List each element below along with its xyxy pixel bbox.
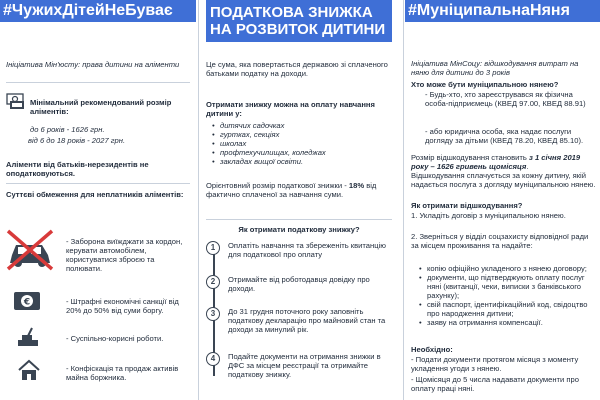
nanny-how-title: Як отримати відшкодування? (411, 201, 523, 210)
alimony-intro: Ініціатива Мін'юсту: права дитини на аліменти (6, 60, 180, 69)
cash-icon (6, 92, 26, 110)
nanny-amount: Розмір відшкодування становить з 1 січня 2019 року – 1626 гривень щомісяця. (411, 153, 581, 171)
house-icon (16, 358, 42, 382)
rate-6-to-18: від 6 до 18 років - 2027 грн. (28, 136, 126, 145)
eligible-institutions-list (212, 121, 392, 166)
column-nanny (405, 0, 600, 400)
euro-coin-icon (12, 290, 42, 314)
nanny-document-item: • свій паспорт, ідентифікаційний код, свідоцтво про народження дитини; (419, 300, 597, 318)
eligible-institution-item: • профтехучилищах, коледжах (212, 148, 392, 157)
nanny-how-step1: 1. Укладіть договір з муніципальною нянею. (411, 211, 566, 220)
step-number-icon: 3 (206, 307, 220, 321)
nanny-needed-title: Необхідно: (411, 345, 453, 354)
restriction-fines: - Штрафні економічні санкції від 20% до 50% від суми боргу. (66, 297, 179, 315)
step-text: Подайте документи на отримання знижки в ДФС за місцем реєстрації та отримайте податкову знижку. (228, 352, 381, 379)
tax-how-title: Як отримати податкову знижку? (238, 225, 360, 234)
eligible-institution-item: • дитячих садочках (212, 121, 392, 130)
svg-text:€: € (23, 297, 31, 308)
nanny-document-item: • заяву на отримання компенсації. (419, 318, 597, 327)
tax-intro: Це сума, яка повертається державою зі сплаченого батьками податку на доходи. (206, 60, 388, 78)
alimony-header: #ЧужихДітейНеБуває (0, 0, 196, 22)
divider (6, 183, 190, 184)
nonresident-note: Аліменти від батьків-нерезидентів не оподатковуються. (6, 160, 149, 178)
divider (6, 82, 190, 83)
step-text: До 31 грудня поточного року заповніть податкову декларацію про майновий стан та доходи за минулий рік. (228, 307, 386, 334)
nanny-how-step2: 2. Зверніться у відділ соцзахисту відповідної ради за місцем проживання та надайте: (411, 232, 589, 250)
step-number-icon: 4 (206, 352, 220, 366)
nanny-document-item: • документи, що підтверджують оплату послуг няні (квитанції, чеки, виписки з банківського рахунку); (419, 273, 597, 300)
step-number-icon: 2 (206, 275, 220, 289)
step-number-icon: 1 (206, 241, 220, 255)
tax-amount: Орієнтовний розмір податкової знижки - 18% від фактично сплаченої за навчання суми. (206, 181, 377, 199)
restriction-travel: - Заборона виїжджати за кордон, керувати автомобілем, користуватися зброєю та полювати. (66, 237, 183, 273)
nanny-intro: Ініціатива МінСоцу: відшкодування витрат на няню для дитини до 3 років (411, 59, 579, 77)
min-amount-title: Мінімальний рекомендований розмір аліментів: (30, 98, 172, 116)
eligible-institution-item: • закладах вищої освіти. (212, 157, 392, 166)
rate-under-6: до 6 років - 1626 грн. (30, 125, 105, 134)
shovel-icon (14, 326, 42, 348)
divider (206, 219, 392, 220)
nanny-who-title: Хто може бути муніципальною нянею? (411, 80, 559, 89)
step-text: Оплатіть навчання та збереженіть квитанцію для податкової про оплату (228, 241, 386, 259)
nanny-amount-note: Відшкодування сплачується за кожну дитину, якій надається послуга з догляду муніципальною нянею. (411, 171, 596, 189)
crossed-car-icon (4, 225, 56, 271)
nanny-document-item: • копію офіційно укладеного з нянею договору; (419, 264, 597, 273)
column-alimony (0, 0, 196, 400)
nanny-needed-1: - Подати документи протягом місяця з моменту укладення угоди з нянею. (411, 355, 579, 373)
eligible-institution-item: • школах (212, 139, 392, 148)
restriction-community-work: - Суспільно-корисні роботи. (66, 334, 164, 343)
nanny-needed-2: - Щомісяця до 5 числа надавати документи про оплату праці няні. (411, 375, 579, 393)
column-divider (198, 0, 199, 400)
column-tax-discount (200, 0, 400, 400)
nanny-header: #МуніципальнаНяня (405, 0, 600, 22)
nanny-documents-list (419, 264, 597, 327)
column-divider (403, 0, 404, 400)
tax-header: ПОДАТКОВА ЗНИЖКА НА РОЗВИТОК ДИТИНИ (206, 0, 392, 42)
eligible-institution-item: • гуртках, секціях (212, 130, 392, 139)
tax-eligible-title: Отримати знижку можна на оплату навчання дитини у: (206, 100, 375, 118)
nanny-who-entrepreneur: - Будь-хто, хто зареєструвався як фізична особа-підприємець (КВЕД 97.00, КВЕД 88.91) (425, 90, 586, 108)
restriction-confiscation: - Конфіскація та продаж активів майна боржника. (66, 364, 179, 382)
step-text: Отримайте від роботодавця довідку про доходи. (228, 275, 370, 293)
restrictions-title: Суттєві обмеження для неплатників аліментів: (6, 190, 184, 199)
nanny-who-legal-entity: - або юридична особа, яка надає послуги догляду за дітьми (КВЕД 78.20, КВЕД 85.10). (425, 127, 584, 145)
